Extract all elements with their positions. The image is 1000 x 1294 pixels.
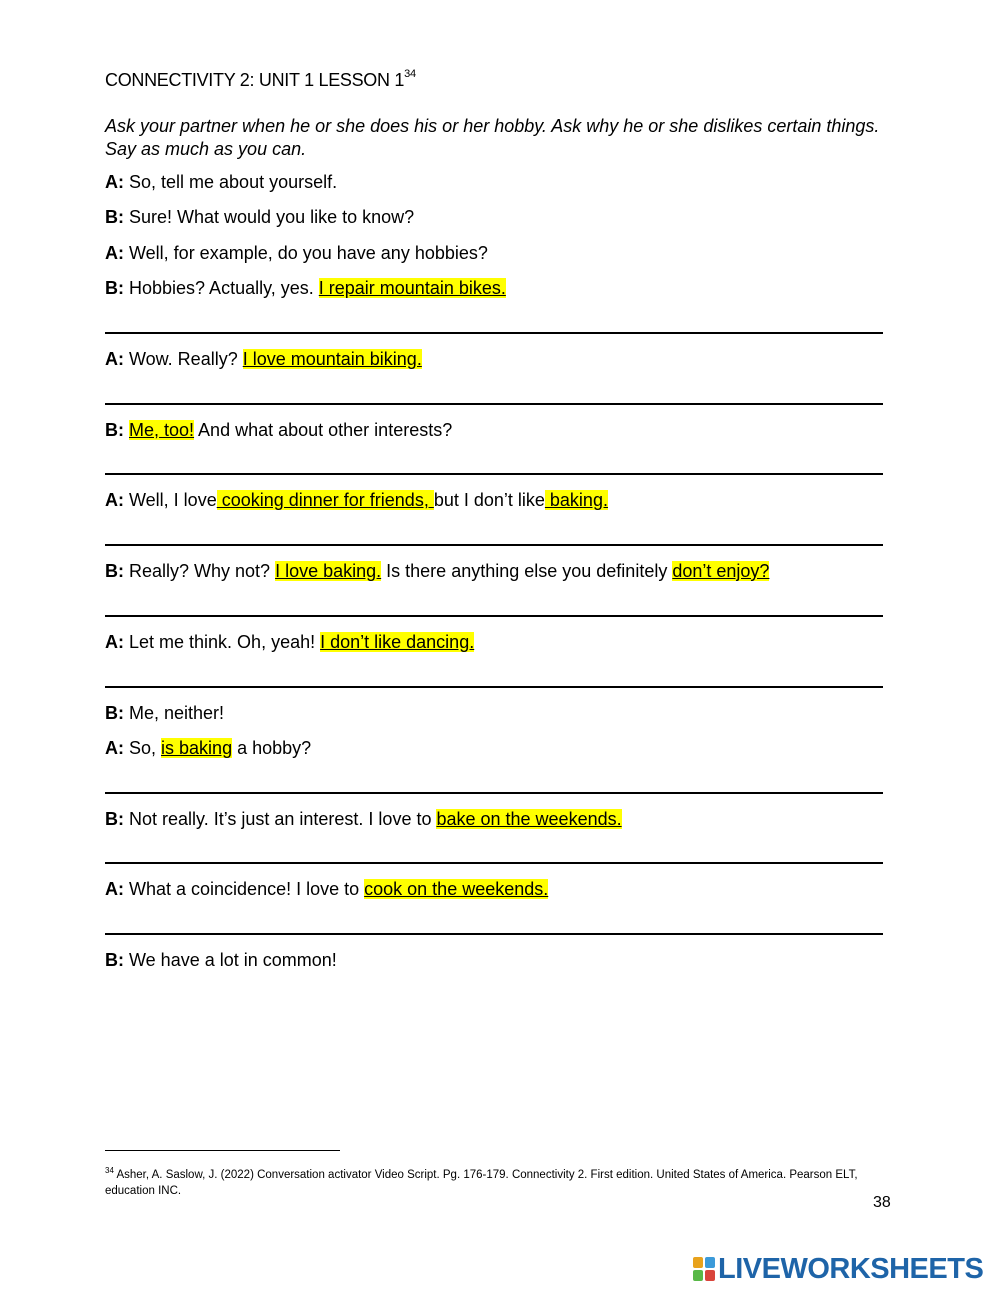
speaker-label: B: — [105, 207, 124, 227]
highlighted-answer: baking. — [544, 490, 608, 510]
dialogue-line — [105, 349, 422, 370]
dialogue-text: Hobbies? Actually, yes. — [124, 278, 319, 298]
highlighted-answer: I love mountain biking. — [242, 349, 422, 369]
dialogue-line — [105, 490, 608, 511]
footnote-text: Asher, A. Saslow, J. (2022) Conversation activator Video Script. Pg. 176-179. Connectivity 2. First edition. United States of America. Pearson ELT, education INC. — [105, 1168, 858, 1197]
liveworksheets-logo-icon — [693, 1257, 715, 1281]
answer-blank-line[interactable] — [105, 862, 883, 864]
dialogue-text: a hobby? — [232, 738, 312, 758]
dialogue-line — [105, 738, 311, 759]
highlighted-answer: Me, too! — [129, 420, 195, 440]
speaker-label: B: — [105, 561, 124, 581]
speaker-label: A: — [105, 490, 124, 510]
dialogue-text: but I don’t like — [433, 490, 545, 510]
dialogue-text: Is there anything else you definitely — [381, 561, 673, 581]
dialogue-text: We have a lot in common! — [124, 950, 337, 970]
footnote-divider — [105, 1150, 340, 1151]
speaker-label: B: — [105, 809, 124, 829]
answer-blank-line[interactable] — [105, 933, 883, 935]
speaker-label: A: — [105, 632, 124, 652]
highlighted-answer: I love baking. — [275, 561, 382, 581]
answer-blank-line[interactable] — [105, 544, 883, 546]
dialogue-line — [105, 172, 337, 193]
speaker-label: A: — [105, 349, 124, 369]
dialogue-text: Really? Why not? — [124, 561, 276, 581]
dialogue-line — [105, 809, 622, 830]
highlighted-answer: I don’t like dancing. — [320, 632, 475, 652]
highlighted-answer: don’t enjoy? — [672, 561, 770, 581]
footnote-reference: 34 — [404, 68, 416, 80]
highlighted-answer: I repair mountain bikes. — [318, 278, 506, 298]
answer-blank-line[interactable] — [105, 332, 883, 334]
speaker-label: A: — [105, 172, 124, 192]
page-number: 38 — [873, 1194, 891, 1211]
logo-wordmark: LIVEWORKSHEETS — [718, 1252, 984, 1285]
footnote-number: 34 — [105, 1166, 114, 1175]
speaker-label: B: — [105, 278, 124, 298]
answer-blank-line[interactable] — [105, 792, 883, 794]
dialogue-line — [105, 243, 488, 264]
dialogue-text: So, tell me about yourself. — [124, 172, 338, 192]
speaker-label: A: — [105, 738, 124, 758]
answer-blank-line[interactable] — [105, 473, 883, 475]
dialogue-line — [105, 703, 224, 724]
dialogue-text: Wow. Really? — [124, 349, 243, 369]
page-title: CONNECTIVITY 2: UNIT 1 LESSON $1^{34}$ — [105, 68, 416, 90]
dialogue-line — [105, 207, 414, 228]
instructions: Ask your partner when he or she does his or her hobby. Ask why he or she dislikes certain things. Say as much as you can. — [105, 116, 880, 159]
dialogue-line — [105, 278, 506, 299]
dialogue-text: What a coincidence! I love to — [124, 879, 365, 899]
dialogue-text: Well, for example, do you have any hobbies? — [124, 243, 488, 263]
dialogue-line — [105, 561, 769, 582]
dialogue-line — [105, 420, 452, 441]
dialogue-text: Me, neither! — [124, 703, 225, 723]
dialogue-text: Well, I love — [124, 490, 217, 510]
dialogue-line — [105, 950, 337, 971]
dialogue-text: So, — [124, 738, 162, 758]
dialogue-line — [105, 879, 548, 900]
highlighted-answer: bake on the weekends. — [436, 809, 622, 829]
footnote — [105, 1163, 885, 1199]
speaker-label: A: — [105, 879, 124, 899]
speaker-label: B: — [105, 420, 124, 440]
answer-blank-line[interactable] — [105, 686, 883, 688]
answer-blank-line[interactable] — [105, 403, 883, 405]
speaker-label: B: — [105, 950, 124, 970]
speaker-label: A: — [105, 243, 124, 263]
highlighted-answer: cook on the weekends. — [364, 879, 549, 899]
dialogue-text: Not really. It’s just an interest. I love to — [124, 809, 437, 829]
highlighted-answer: is baking — [161, 738, 233, 758]
dialogue-text: Let me think. Oh, yeah! — [124, 632, 321, 652]
speaker-label: B: — [105, 703, 124, 723]
dialogue-line — [105, 632, 474, 653]
answer-blank-line[interactable] — [105, 615, 883, 617]
highlighted-answer: cooking dinner for friends, — [216, 490, 434, 510]
liveworksheets-logo[interactable] — [693, 1254, 983, 1284]
dialogue-text: And what about other interests? — [194, 420, 453, 440]
dialogue-text: Sure! What would you like to know? — [124, 207, 415, 227]
